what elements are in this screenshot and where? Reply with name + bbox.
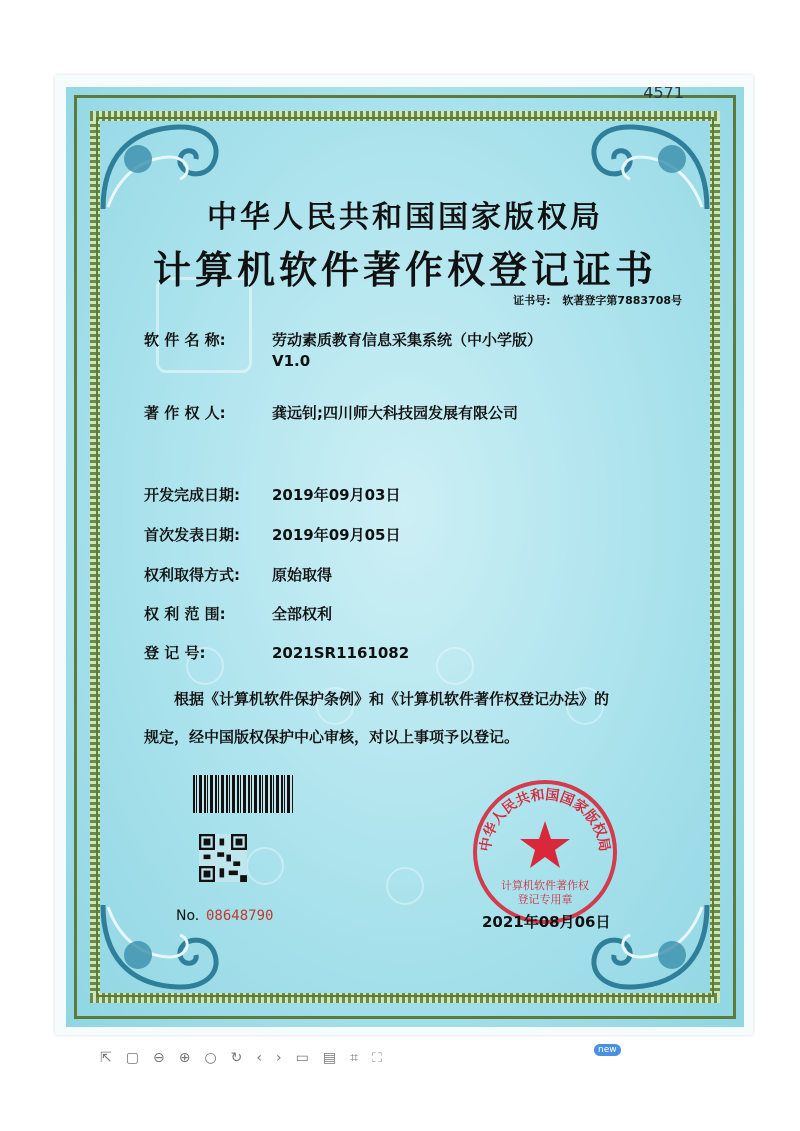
rotate-icon[interactable]: ↻ [230,1050,257,1066]
field-registration-number [144,642,409,663]
certificate-title: 计算机软件著作权登记证书 [152,248,657,292]
field-rights-scope [144,603,332,624]
field-label: 软 件 名 称: [144,331,226,349]
field-label: 首次发表日期: [144,526,240,544]
page-icon[interactable]: ▢ [125,1050,153,1066]
field-value: 2019年09月03日 [272,486,401,504]
viewer-toolbar[interactable] [100,1050,396,1066]
watermark-dot [386,867,424,905]
fullscreen-icon[interactable]: ⛶ [371,1050,396,1066]
seal-star-icon [520,821,570,868]
certificate [66,87,744,1027]
certificate-number [505,292,682,308]
field-software-name [144,329,542,370]
qr-code [199,834,247,882]
field-value: 劳动素质教育信息采集系统（中小学版） [272,331,543,349]
issuer-title: 中华人民共和国国家版权局 [207,200,603,235]
next-icon[interactable]: › [276,1050,296,1066]
field-label: 登 记 号: [144,644,206,662]
cert-number-label: 证书号: [513,294,551,307]
serial-number: 08648790 [206,908,274,924]
field-label: 权利取得方式: [144,566,240,584]
field-publication-date [144,524,401,545]
field-completion-date [144,484,401,505]
statement [144,680,674,756]
field-value: 2019年09月05日 [272,526,401,544]
seal-date: 2021年08月06日 [482,913,611,931]
seal-ring-text: 中华人民共和国国家版权局 [477,786,613,853]
watermark-dot [246,847,284,885]
save-icon[interactable]: ▭ [295,1050,323,1066]
prev-icon[interactable]: ‹ [256,1050,276,1066]
new-badge: new [594,1044,621,1056]
field-value: 2021SR1161082 [272,644,410,662]
zoom-in-icon[interactable]: ⊕ [178,1050,205,1066]
field-label: 开发完成日期: [144,486,240,504]
pointer-icon[interactable]: ⇱ [100,1050,126,1066]
seal-center-line-1: 计算机软件著作权 [501,879,589,892]
barcode [193,775,293,813]
serial-label: No. [176,908,200,924]
field-acquisition-method [144,564,332,585]
zoom-out-icon[interactable]: ⊖ [152,1050,179,1066]
handwritten-note: 4571 [643,87,684,102]
field-label: 著 作 权 人: [144,404,226,422]
print-icon[interactable]: ▤ [322,1050,351,1066]
statement-line-1: 根据《计算机软件保护条例》和《计算机软件著作权登记办法》的 [174,690,610,708]
field-value: 原始取得 [272,566,333,584]
fit-icon[interactable]: ⌗ [350,1050,372,1066]
statement-line-2: 规定，经中国版权保护中心审核，对以上事项予以登记。 [144,728,520,746]
cert-number-value: 软著登字第7883708号 [562,294,682,307]
seal-center-line-2: 登记专用章 [517,893,573,906]
field-copyright-owner [144,402,518,423]
official-seal [470,777,620,927]
field-label: 权 利 范 围: [144,605,226,623]
field-value: 全部权利 [272,605,333,623]
field-value-version: V1.0 [272,352,311,370]
search-icon[interactable]: ○ [204,1050,231,1066]
field-value: 龚远钊;四川师大科技园发展有限公司 [272,404,519,422]
